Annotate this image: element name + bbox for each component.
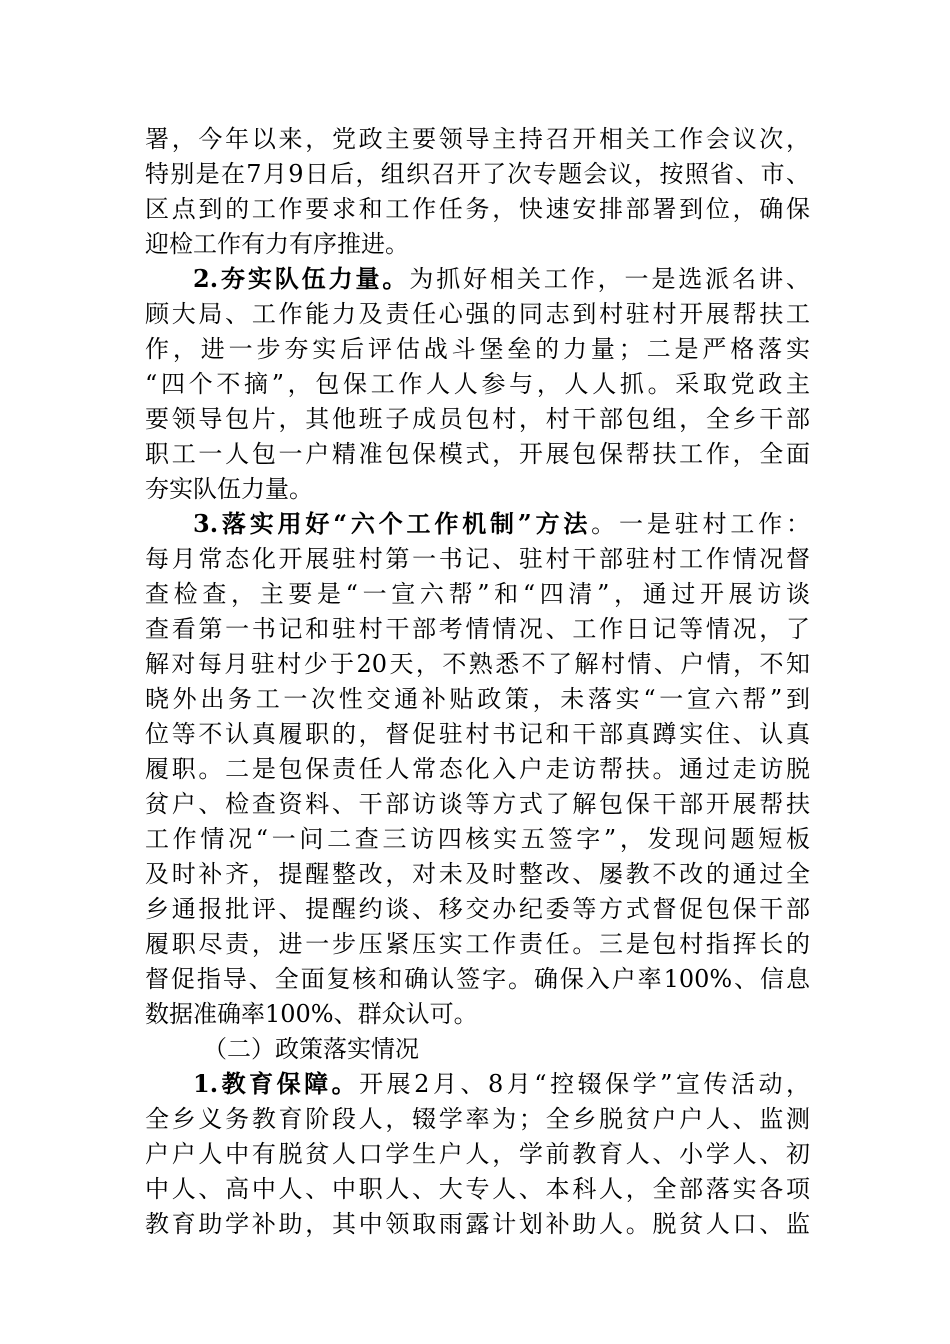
text-line: 区点到的工作要求和工作任务，快速安排部署到位，确保 [145,195,810,223]
text-line: 全乡义务教育阶段人，辍学率为；全乡脱贫户户人、监测 [145,1105,810,1133]
text-line: 工作情况“一问二查三访四核实五签字”，发现问题短板 [145,825,810,853]
text-line: 乡通报批评、提醒约谈、移交办纪委等方式督促包保干部 [145,895,810,923]
text-line: 位等不认真履职的，督促驻村书记和干部真蹲实住、认真 [145,720,810,748]
text-span: 。一是驻村工作： [591,510,810,538]
paragraph-first-line [193,507,810,541]
text-line: “四个不摘”，包保工作人人参与，人人抓。采取党政主 [145,370,810,398]
text-line: 迎检工作有力有序推进。 [145,230,409,258]
text-line: 每月常态化开展驻村第一书记、驻村干部驻村工作情况督 [145,545,810,573]
paragraph-heading: 1.教育保障。 [193,1069,360,1098]
text-span: 为抓好相关工作，一是选派名讲、 [409,265,810,293]
paragraph-heading: 3.落实用好“六个工作机制”方法 [193,509,592,538]
text-line: 督促指导、全面复核和确认签字。确保入户率100%、信息 [145,965,810,993]
text-line: 履职尽责，进一步压紧压实工作责任。三是包村指挥长的 [145,930,810,958]
text-line: 晓外出务工一次性交通补贴政策，未落实“一宣六帮”到 [145,685,810,713]
paragraph-first-line [193,262,810,296]
text-line: 职工一人包一户精准包保模式，开展包保帮扶工作，全面 [145,440,810,468]
text-line: 贫户、检查资料、干部访谈等方式了解包保干部开展帮扶 [145,790,810,818]
text-span: 开展2月、8月“控辍保学”宣传活动， [359,1070,810,1098]
text-line: 数据准确率100%、群众认可。 [145,1000,478,1028]
text-line: 作，进一步夯实后评估战斗堡垒的力量；二是严格落实 [145,335,810,363]
text-line: 解对每月驻村少于20天，不熟悉不了解村情、户情，不知 [145,650,810,678]
text-line: 及时补齐，提醒整改，对未及时整改、屡教不改的通过全 [145,860,810,888]
paragraph-heading: 2.夯实队伍力量。 [193,264,410,293]
section-subheading: （二）政策落实情况 [203,1035,419,1063]
text-line: 顾大局、工作能力及责任心强的同志到村驻村开展帮扶工 [145,300,810,328]
text-line: 要领导包片，其他班子成员包村，村干部包组，全乡干部 [145,405,810,433]
text-line: 户户人中有脱贫人口学生户人，学前教育人、小学人、初 [145,1140,810,1168]
paragraph-first-line [193,1067,810,1101]
text-line: 查看第一书记和驻村干部考情情况、工作日记等情况，了 [145,615,810,643]
text-line: 查检查，主要是“一宣六帮”和“四清”，通过开展访谈 [145,580,810,608]
text-line: 署，今年以来，党政主要领导主持召开相关工作会议次， [145,125,810,153]
text-line: 教育助学补助，其中领取雨露计划补助人。脱贫人口、监 [145,1210,810,1238]
text-line: 特别是在7月9日后，组织召开了次专题会议，按照省、市、 [145,160,810,188]
text-line: 夯实队伍力量。 [145,475,313,503]
text-line: 履职。二是包保责任人常态化入户走访帮扶。通过走访脱 [145,755,810,783]
text-line: 中人、高中人、中职人、大专人、本科人，全部落实各项 [145,1175,810,1203]
